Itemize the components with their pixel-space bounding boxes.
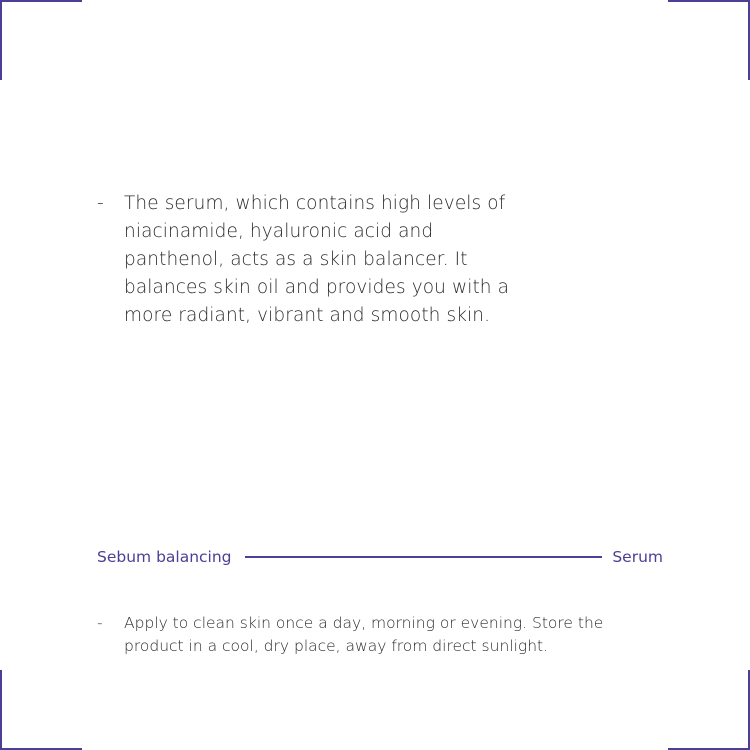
corner-mark-bottom-left (0, 668, 82, 750)
description-text: The serum, which contains high levels of niacinamide, hyaluronic acid and panthenol, acts as a skin balancer. It balances skin oil and provides you with a more radiant, vibrant and smooth skin. (124, 193, 510, 326)
product-type-label: Serum (612, 548, 663, 566)
usage-text: Apply to clean skin once a day, morning or evening. Store the product in a cool, dry place, away from direct sunlight. (124, 614, 604, 655)
benefit-label: Sebum balancing (97, 548, 232, 566)
usage-instructions (97, 612, 663, 658)
product-description (97, 190, 527, 330)
bullet-dash: - (97, 193, 104, 214)
divider-line (245, 556, 603, 558)
corner-mark-top-right (668, 0, 750, 82)
corner-mark-bottom-right (668, 668, 750, 750)
label-divider (97, 545, 663, 569)
corner-mark-top-left (0, 0, 82, 82)
bullet-dash: - (97, 614, 103, 632)
